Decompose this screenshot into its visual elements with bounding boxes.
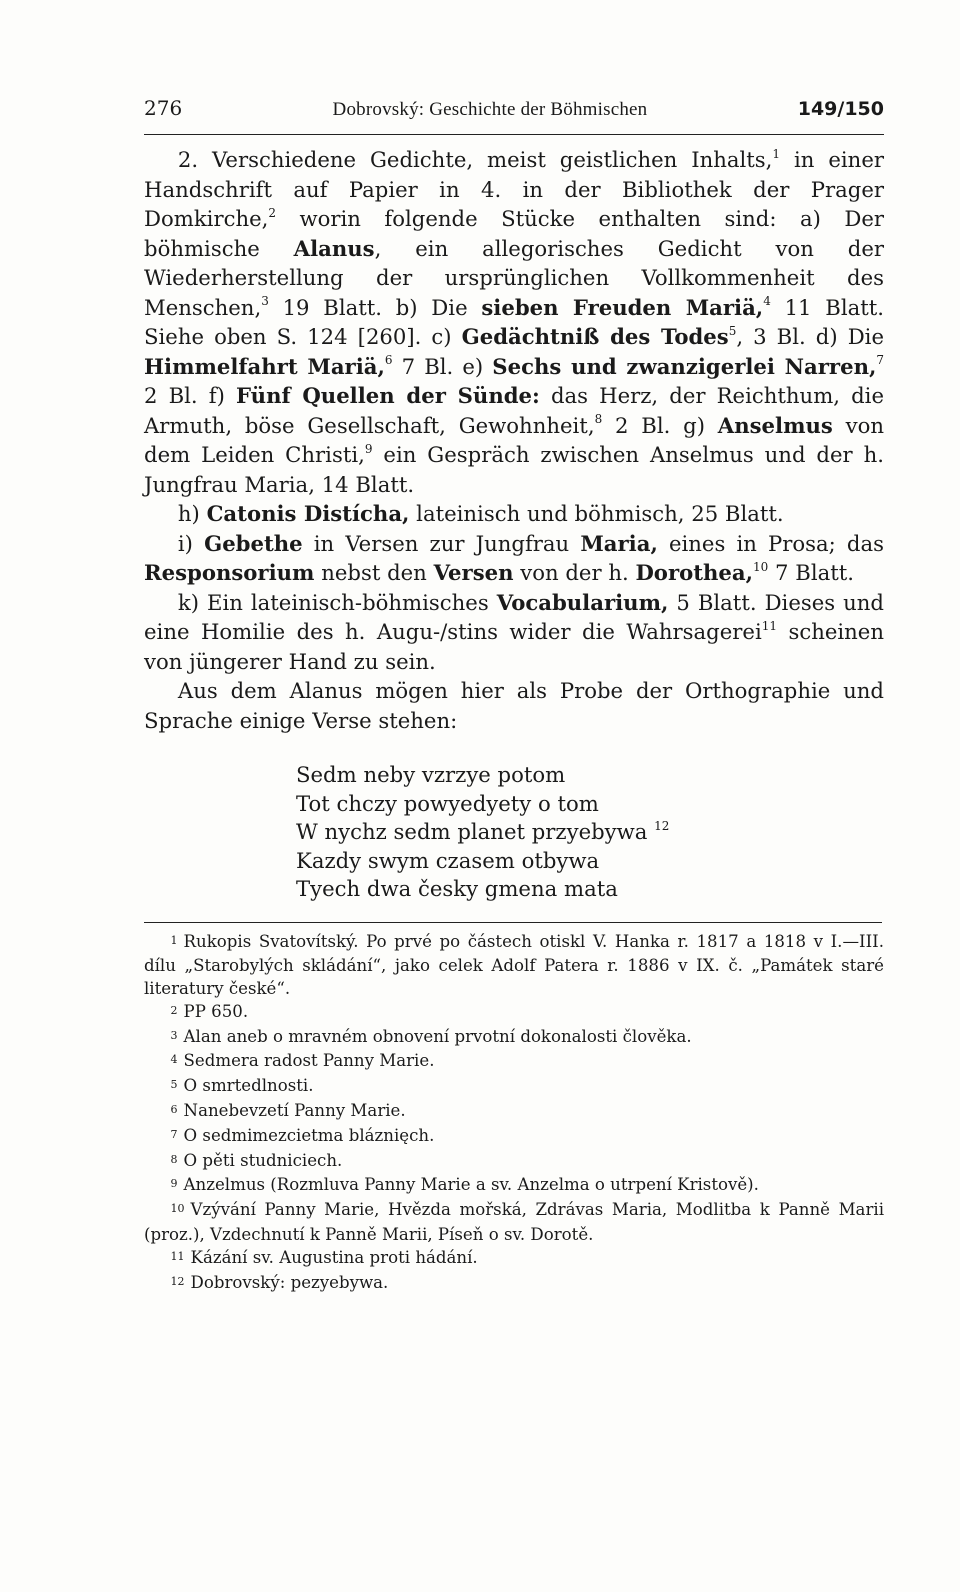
footnote: 10 Vzývání Panny Marie, Hvězda mořská, Zdrávas Maria, Modlitba k Panně Marii (proz.), Vzdechnutí k Panně Marii, Píseň o sv. Dorotě.	[144, 1200, 884, 1245]
footnote: 12 Dobrovský: pezyebywa.	[170, 1272, 389, 1292]
running-title: Dobrovský: Geschichte der Böhmischen	[332, 99, 648, 120]
verse-line: Tyech dwa česky gmena mata	[296, 876, 618, 901]
header-rule	[144, 134, 884, 135]
footnote: 8 O pěti studniciech.	[170, 1150, 343, 1170]
verse-line: W nychz sedm planet przyebywa $^{12}$	[296, 818, 670, 844]
footnote: 6 Nanebevzetí Panny Marie.	[170, 1101, 406, 1121]
main-text	[144, 145, 884, 735]
paragraph-3: i) Gebethe in Versen zur Jungfrau Maria, eines in Prosa; das Responsorium nebst den Versen von der h. Dorothea,$^{10}$ 7 Blatt.	[144, 530, 884, 585]
page-number: 276	[144, 96, 183, 120]
footnote: 7 O sedmimezcietma bláznięch.	[170, 1125, 435, 1145]
verse-line: Kazdy swym czasem otbywa	[296, 847, 600, 873]
footnote: 11 Kázání sv. Augustina proti hádání.	[170, 1247, 478, 1267]
footnote: 2 PP 650.	[170, 1001, 249, 1021]
section-number: 149/150	[797, 98, 884, 120]
book-page	[144, 96, 884, 1296]
footnotes	[144, 931, 884, 1297]
paragraph-4: k) Ein lateinisch-böhmisches Vocabularium, 5 Blatt. Dieses und eine Homilie des h. Augu-/stins wider die Wahrsagerei$^{11}$ scheinen von jüngerer Hand zu sein.	[144, 589, 884, 674]
verse-block	[296, 761, 884, 904]
footnote: 9 Anzelmus (Rozmluva Panny Marie a sv. Anzelma o utrpení Kristově).	[170, 1175, 759, 1195]
running-header	[144, 96, 884, 134]
footnote-rule	[144, 922, 882, 923]
verse-line: Tot chczy powyedyety o tom	[296, 790, 599, 816]
paragraph-1: 2. Verschiedene Gedichte, meist geistlichen Inhalts,$^1$ in einer Handschrift auf Papier in 4. in der Bibliothek der Prager Domkirche,$^2$ worin folgende Stücke enthalten sind: a) Der böhmische Alanus, ein allegorisches Gedicht von der Wiederherstellung der ursprünglichen Vollkommenheit des Menschen,$^3$ 19 Blatt. b) Die sieben Freuden Mariä,$^4$ 11 Blatt. Siehe oben S. 124 [260]. c) Gedächtniß des Todes$^5$, 3 Bl. d) Die Himmelfahrt Mariä,$^6$ 7 Bl. e) Sechs und zwanzigerlei Narren,$^7$ 2 Bl. f) Fünf Quellen der Sünde: das Herz, der Reichthum, die Armuth, böse Gesellschaft, Gewohnheit,$^8$ 2 Bl. g) Anselmus von dem Leiden Christi,$^9$ ein Gespräch zwischen Anselmus und der h. Jungfrau Maria, 14 Blatt.	[144, 146, 885, 497]
footnote: 3 Alan aneb o mravném obnovení prvotní dokonalosti člověka.	[170, 1026, 692, 1046]
verse-line: Sedm neby vzrzye potom	[296, 762, 566, 787]
paragraph-2: h) Catonis Distícha, lateinisch und böhmisch, 25 Blatt.	[177, 501, 784, 526]
footnote: 5 O smrtedlnosti.	[170, 1076, 314, 1096]
footnote: 1 Rukopis Svatovítský. Po prvé po částech otiskl V. Hanka r. 1817 a 1818 v I.—III. dílu „Starobylých skládání“, jako celek Adolf Patera r. 1886 v IX. č. „Památek staré literatury české“.	[144, 931, 884, 999]
footnote: 4 Sedmera radost Panny Marie.	[170, 1051, 435, 1071]
paragraph-5: Aus dem Alanus mögen hier als Probe der Orthographie und Sprache einige Verse stehen:	[144, 678, 884, 733]
